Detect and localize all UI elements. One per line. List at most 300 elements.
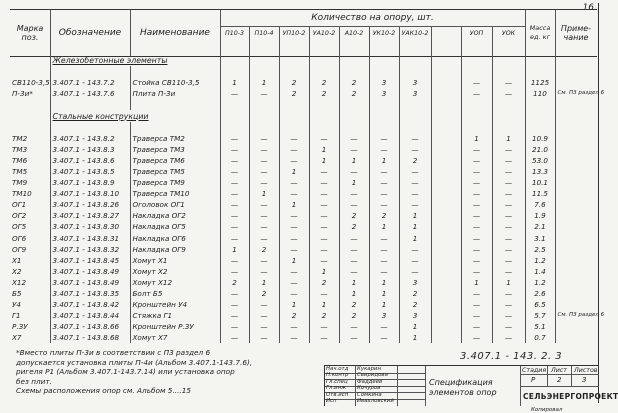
cell-designation: 3.407.1 - 143.8.3 bbox=[50, 144, 130, 155]
cell-quantity bbox=[309, 122, 339, 133]
cell-quantity: — bbox=[309, 166, 339, 177]
cell-quantity: — bbox=[249, 321, 279, 332]
cell-mass: 1125 bbox=[525, 77, 555, 88]
section-heading: Стальные конструкции bbox=[50, 110, 220, 121]
cell-quantity bbox=[431, 332, 461, 343]
cell-quantity: 1 bbox=[369, 221, 399, 232]
cell-quantity: — bbox=[309, 255, 339, 266]
cell-designation: 3.407.1 - 143.8.45 bbox=[50, 255, 130, 266]
cell-quantity: — bbox=[249, 255, 279, 266]
cell-quantity: 2 bbox=[309, 88, 339, 99]
cell-mark: Г1 bbox=[12, 311, 21, 321]
cell-designation: 3.407.1 - 143.8.44 bbox=[50, 310, 130, 321]
cell-quantity bbox=[339, 122, 369, 133]
cell-mark: Х7 bbox=[12, 333, 22, 343]
cell-quantity bbox=[431, 77, 461, 88]
specification-table bbox=[10, 55, 605, 343]
cell-quantity: 2 bbox=[399, 155, 431, 166]
cell-quantity: — bbox=[492, 77, 525, 88]
stamp-person: Фаддеев bbox=[357, 378, 383, 385]
cell-quantity bbox=[431, 244, 461, 255]
cell-note bbox=[555, 77, 597, 88]
notes bbox=[16, 348, 316, 396]
stamp-person: Сомкина bbox=[357, 391, 382, 398]
cell-quantity: 3 bbox=[399, 277, 431, 288]
cell-mark: ОГ2 bbox=[12, 211, 27, 221]
cell-name: Траверса ТМ6 bbox=[130, 155, 220, 166]
cell-quantity: 1 bbox=[399, 221, 431, 232]
cell-mark: ТМ9 bbox=[12, 178, 28, 188]
cell-quantity bbox=[220, 99, 249, 110]
cell-note bbox=[555, 244, 597, 255]
cell-designation: 3.407.1 - 143.8.9 bbox=[50, 177, 130, 188]
cell-name: Стойка СВ110-3,5 bbox=[130, 77, 220, 88]
cell-quantity bbox=[220, 122, 249, 133]
cell-quantity: — bbox=[369, 321, 399, 332]
cell-name: Траверса ТМ3 bbox=[130, 144, 220, 155]
cell-quantity bbox=[431, 255, 461, 266]
cell-quantity bbox=[431, 310, 461, 321]
cell-name: Накладка ОГ6 bbox=[130, 233, 220, 244]
cell-quantity: — bbox=[461, 188, 492, 199]
cell-quantity: 3 bbox=[399, 88, 431, 99]
header-qty-col: П10-4 bbox=[254, 29, 274, 37]
cell-designation: 3.407.1 - 143.8.30 bbox=[50, 221, 130, 232]
header-qty-col: УП10-2 bbox=[282, 29, 306, 37]
cell-quantity: — bbox=[220, 332, 249, 343]
cell-name: Стяжка Г1 bbox=[130, 310, 220, 321]
cell-quantity: 1 bbox=[339, 277, 369, 288]
cell-quantity: — bbox=[249, 155, 279, 166]
cell-mass: 2.6 bbox=[525, 288, 555, 299]
cell-quantity: — bbox=[279, 288, 309, 299]
cell-quantity: — bbox=[399, 188, 431, 199]
cell-note bbox=[555, 166, 597, 177]
cell-quantity: — bbox=[249, 266, 279, 277]
cell-note bbox=[555, 122, 597, 133]
cell-quantity: — bbox=[369, 188, 399, 199]
cell-quantity bbox=[492, 99, 525, 110]
cell-mark: ТМ5 bbox=[12, 166, 28, 176]
cell-quantity: 1 bbox=[492, 277, 525, 288]
cell-quantity bbox=[249, 66, 279, 77]
table-row bbox=[10, 177, 597, 188]
cell-quantity bbox=[431, 99, 461, 110]
cell-quantity bbox=[279, 122, 309, 133]
drawing-sheet bbox=[10, 3, 618, 413]
cell-quantity: 1 bbox=[369, 288, 399, 299]
cell-quantity: — bbox=[309, 288, 339, 299]
cell-note: См. П3 раздел 6 bbox=[555, 88, 597, 99]
cell-quantity: — bbox=[369, 244, 399, 255]
cell-mass: 5.1 bbox=[525, 321, 555, 332]
cell-quantity: — bbox=[369, 133, 399, 144]
cell-quantity: — bbox=[339, 332, 369, 343]
cell-quantity: — bbox=[461, 310, 492, 321]
stamp-person: Кочуров bbox=[357, 385, 381, 391]
cell-quantity: — bbox=[249, 144, 279, 155]
cell-quantity bbox=[431, 122, 461, 133]
header-qty-col: УОК bbox=[501, 29, 516, 37]
cell-quantity bbox=[431, 88, 461, 99]
note-line: *Вместо плиты П-3и в соответствии с П3 раздел 6 bbox=[16, 348, 211, 357]
cell-mark: Х12 bbox=[12, 277, 27, 287]
cell-quantity: — bbox=[339, 233, 369, 244]
cell-quantity: — bbox=[279, 332, 309, 343]
cell-name: Кронштейн Р.ЗУ bbox=[130, 321, 220, 332]
cell-quantity: — bbox=[492, 266, 525, 277]
cell-mark: ТМ2 bbox=[12, 133, 28, 143]
cell-quantity: — bbox=[461, 221, 492, 232]
cell-quantity: — bbox=[249, 199, 279, 210]
copied-label: Копировал bbox=[531, 407, 563, 413]
note-line: ригеля Р1 (Альбом 3.407.1-143.7.14) или установка опор bbox=[16, 367, 235, 377]
cell-quantity: — bbox=[220, 166, 249, 177]
cell-quantity: — bbox=[249, 221, 279, 232]
cell-quantity: 1 bbox=[249, 77, 279, 88]
cell-quantity: 1 bbox=[399, 321, 431, 332]
cell-name: Хомут Х12 bbox=[130, 277, 220, 288]
cell-quantity: — bbox=[220, 177, 249, 188]
header-note: Приме- чание bbox=[560, 24, 592, 42]
cell-quantity: — bbox=[249, 299, 279, 310]
cell-mark: ТМ3 bbox=[12, 144, 28, 154]
cell-designation: 3.407.1 - 143.8.27 bbox=[50, 210, 130, 221]
cell-quantity: — bbox=[369, 199, 399, 210]
cell-quantity: 2 bbox=[249, 244, 279, 255]
cell-designation: 3.407.1 - 143.8.66 bbox=[50, 321, 130, 332]
cell-quantity: 2 bbox=[279, 88, 309, 99]
cell-quantity: — bbox=[309, 221, 339, 232]
cell-quantity bbox=[431, 221, 461, 232]
stage-value: Р bbox=[531, 376, 536, 384]
header-qty-col: УК10-2 bbox=[372, 29, 396, 37]
cell-quantity: 2 bbox=[339, 88, 369, 99]
title-block bbox=[324, 365, 618, 413]
cell-quantity: — bbox=[309, 188, 339, 199]
header-qty-col: А10-2 bbox=[344, 29, 364, 37]
cell-quantity: 2 bbox=[399, 288, 431, 299]
header-qty-col bbox=[431, 26, 461, 40]
cell-note bbox=[555, 66, 597, 77]
cell-quantity: — bbox=[492, 288, 525, 299]
sheets-label: Листов bbox=[574, 367, 598, 374]
stamp-title: Спецификация элементов опор bbox=[429, 378, 497, 397]
cell-quantity bbox=[461, 66, 492, 77]
stamp-role: Отв.исп bbox=[326, 391, 349, 398]
cell-name: Хомут Х7 bbox=[130, 332, 220, 343]
table-row bbox=[10, 99, 597, 110]
cell-designation: 3.407.1 - 143.8.49 bbox=[50, 277, 130, 288]
cell-quantity: 1 bbox=[369, 299, 399, 310]
cell-designation: 3.407.1 - 143.8.2 bbox=[50, 133, 130, 144]
cell-designation: 3.407.1 - 143.8.6 bbox=[50, 155, 130, 166]
cell-quantity: — bbox=[220, 255, 249, 266]
cell-quantity: — bbox=[339, 244, 369, 255]
header-designation: Обозначение bbox=[58, 27, 122, 38]
table-row bbox=[10, 166, 597, 177]
cell-quantity: — bbox=[309, 321, 339, 332]
cell-quantity: — bbox=[399, 199, 431, 210]
cell-mass: 10.1 bbox=[525, 177, 555, 188]
cell-mark: П-3и* bbox=[12, 89, 33, 99]
cell-note bbox=[555, 188, 597, 199]
cell-quantity: — bbox=[339, 255, 369, 266]
cell-quantity: 2 bbox=[339, 221, 369, 232]
table-row bbox=[10, 188, 597, 199]
cell-mass bbox=[525, 66, 555, 77]
cell-quantity: — bbox=[399, 177, 431, 188]
cell-quantity: — bbox=[461, 266, 492, 277]
cell-quantity: 3 bbox=[369, 310, 399, 321]
cell-quantity bbox=[369, 122, 399, 133]
cell-mass: 2.5 bbox=[525, 244, 555, 255]
cell-note bbox=[555, 144, 597, 155]
cell-designation bbox=[50, 122, 130, 133]
cell-quantity bbox=[309, 66, 339, 77]
cell-quantity: — bbox=[249, 233, 279, 244]
stamp-person: Свиридова bbox=[357, 372, 388, 378]
cell-quantity: — bbox=[492, 255, 525, 266]
cell-quantity bbox=[399, 122, 431, 133]
cell-quantity: — bbox=[220, 288, 249, 299]
cell-quantity: — bbox=[279, 233, 309, 244]
cell-quantity: 1 bbox=[249, 188, 279, 199]
cell-quantity: 3 bbox=[369, 77, 399, 88]
cell-quantity: — bbox=[339, 266, 369, 277]
cell-note bbox=[555, 177, 597, 188]
cell-note bbox=[555, 221, 597, 232]
cell-quantity: — bbox=[220, 299, 249, 310]
cell-quantity: — bbox=[369, 266, 399, 277]
cell-note bbox=[555, 299, 597, 310]
cell-quantity bbox=[431, 166, 461, 177]
cell-quantity: 1 bbox=[309, 155, 339, 166]
cell-quantity bbox=[431, 321, 461, 332]
cell-name: Кронштейн У4 bbox=[130, 299, 220, 310]
cell-quantity: 1 bbox=[461, 133, 492, 144]
section-heading: Железобетонные элементы bbox=[50, 55, 220, 66]
cell-quantity: — bbox=[249, 133, 279, 144]
cell-name: Хомут Х2 bbox=[130, 266, 220, 277]
cell-quantity: — bbox=[492, 221, 525, 232]
cell-quantity: — bbox=[220, 155, 249, 166]
cell-mark: ОГ9 bbox=[12, 244, 27, 254]
cell-quantity bbox=[431, 155, 461, 166]
cell-mark: Х2 bbox=[12, 266, 22, 276]
header-quantity: Количество на опору, шт. bbox=[311, 12, 434, 23]
cell-quantity: — bbox=[461, 332, 492, 343]
cell-mass: 1.2 bbox=[525, 255, 555, 266]
cell-mark: ТМ10 bbox=[12, 189, 32, 199]
cell-quantity: 1 bbox=[220, 77, 249, 88]
cell-mark bbox=[10, 99, 50, 110]
cell-mass: 110 bbox=[525, 88, 555, 99]
cell-quantity: — bbox=[492, 332, 525, 343]
cell-name: Плита П-3и bbox=[130, 88, 220, 99]
cell-note bbox=[555, 277, 597, 288]
cell-quantity bbox=[492, 66, 525, 77]
cell-quantity: 1 bbox=[279, 199, 309, 210]
stamp-role: Гл.спец bbox=[326, 378, 348, 385]
cell-quantity: — bbox=[309, 233, 339, 244]
cell-quantity bbox=[249, 99, 279, 110]
cell-name: Накладка ОГ9 bbox=[130, 244, 220, 255]
cell-name: Болт Б5 bbox=[130, 288, 220, 299]
cell-quantity: — bbox=[220, 133, 249, 144]
table-row bbox=[10, 332, 597, 343]
cell-quantity: — bbox=[220, 199, 249, 210]
cell-quantity bbox=[431, 233, 461, 244]
cell-designation: 3.407.1 - 143.8.42 bbox=[50, 299, 130, 310]
cell-quantity: 2 bbox=[249, 288, 279, 299]
cell-quantity: 2 bbox=[279, 310, 309, 321]
cell-quantity: 2 bbox=[399, 299, 431, 310]
table-row bbox=[10, 144, 597, 155]
cell-quantity: — bbox=[339, 166, 369, 177]
header-mass: Масса ед. кг bbox=[529, 24, 551, 41]
cell-mass: 1.2 bbox=[525, 277, 555, 288]
stamp-role: Исп bbox=[326, 398, 337, 404]
cell-quantity bbox=[279, 99, 309, 110]
cell-quantity bbox=[461, 99, 492, 110]
table-row bbox=[10, 288, 597, 299]
cell-quantity: — bbox=[279, 244, 309, 255]
cell-quantity: — bbox=[279, 177, 309, 188]
cell-mass: 7.6 bbox=[525, 199, 555, 210]
table-row bbox=[10, 199, 597, 210]
cell-mass bbox=[525, 99, 555, 110]
cell-quantity: — bbox=[279, 155, 309, 166]
note-line: допускается установка плиты П-4и (Альбом 3.407.1-143.7.6), bbox=[16, 357, 253, 367]
cell-name: Накладка ОГ5 bbox=[130, 221, 220, 232]
stamp-role: Гл.инж bbox=[326, 385, 347, 391]
cell-mark bbox=[10, 122, 50, 133]
cell-quantity: — bbox=[309, 210, 339, 221]
stamp-person: Ивахловский bbox=[357, 398, 394, 404]
cell-mark: Р.ЗУ bbox=[12, 322, 28, 332]
cell-quantity: — bbox=[339, 133, 369, 144]
document-code: 3.407.1 - 143. 2. 3 bbox=[460, 351, 563, 362]
cell-quantity bbox=[431, 188, 461, 199]
cell-note bbox=[555, 155, 597, 166]
cell-note bbox=[555, 199, 597, 210]
cell-quantity: — bbox=[461, 255, 492, 266]
cell-mass: 11.5 bbox=[525, 188, 555, 199]
cell-quantity bbox=[399, 66, 431, 77]
cell-quantity: — bbox=[461, 244, 492, 255]
cell-quantity bbox=[492, 122, 525, 133]
cell-quantity: 3 bbox=[399, 77, 431, 88]
cell-mass: 1.4 bbox=[525, 266, 555, 277]
cell-quantity: — bbox=[492, 299, 525, 310]
cell-mark: ОГ5 bbox=[12, 222, 27, 232]
cell-mass: 6.5 bbox=[525, 299, 555, 310]
cell-name bbox=[130, 99, 220, 110]
cell-designation: 3.407.1 - 143.8.32 bbox=[50, 244, 130, 255]
cell-quantity: 2 bbox=[339, 299, 369, 310]
cell-quantity bbox=[431, 133, 461, 144]
cell-quantity: — bbox=[309, 133, 339, 144]
cell-quantity: 1 bbox=[339, 155, 369, 166]
sheets-value: 3 bbox=[582, 376, 587, 384]
cell-quantity: — bbox=[249, 88, 279, 99]
cell-mark bbox=[10, 66, 50, 77]
cell-quantity: — bbox=[399, 255, 431, 266]
cell-name: Траверса ТМ9 bbox=[130, 177, 220, 188]
cell-quantity: — bbox=[399, 144, 431, 155]
stamp-person: Кукарин bbox=[357, 365, 382, 372]
cell-quantity: 2 bbox=[339, 310, 369, 321]
cell-quantity: — bbox=[492, 244, 525, 255]
cell-quantity bbox=[220, 66, 249, 77]
cell-quantity: 1 bbox=[369, 277, 399, 288]
table-row bbox=[10, 133, 597, 144]
cell-quantity: — bbox=[461, 210, 492, 221]
organization: СЕЛЬЭНЕРГОПРОЕКТ bbox=[523, 392, 618, 401]
cell-name bbox=[130, 66, 220, 77]
cell-name: Накладка ОГ2 bbox=[130, 210, 220, 221]
header-qty-col: УА10-2 bbox=[312, 29, 336, 37]
cell-quantity: — bbox=[309, 332, 339, 343]
cell-quantity: — bbox=[249, 310, 279, 321]
header-name: Наименование bbox=[140, 27, 210, 38]
cell-quantity: — bbox=[461, 299, 492, 310]
cell-quantity: 1 bbox=[399, 332, 431, 343]
cell-quantity: — bbox=[461, 177, 492, 188]
cell-note bbox=[555, 332, 597, 343]
table-row bbox=[10, 66, 597, 77]
cell-quantity: — bbox=[220, 266, 249, 277]
cell-quantity: — bbox=[249, 166, 279, 177]
table-row bbox=[10, 155, 597, 166]
cell-quantity: 2 bbox=[220, 277, 249, 288]
cell-quantity bbox=[431, 66, 461, 77]
table-row bbox=[10, 299, 597, 310]
stage-label: Стадия bbox=[522, 367, 547, 374]
cell-mass bbox=[525, 122, 555, 133]
stamp-role: Нач.отд bbox=[326, 365, 349, 372]
cell-quantity: 2 bbox=[279, 77, 309, 88]
header-qty-col: П10-3 bbox=[224, 29, 245, 37]
cell-quantity: 1 bbox=[369, 155, 399, 166]
cell-quantity: — bbox=[461, 77, 492, 88]
table-row bbox=[10, 122, 597, 133]
cell-quantity bbox=[431, 266, 461, 277]
cell-quantity: 1 bbox=[309, 299, 339, 310]
header-qty-col: УОП bbox=[469, 29, 484, 37]
cell-mark: ТМ6 bbox=[12, 155, 28, 165]
cell-quantity: — bbox=[369, 166, 399, 177]
cell-name bbox=[130, 122, 220, 133]
cell-quantity: — bbox=[220, 210, 249, 221]
cell-designation: 3.407.1 - 143.7.2 bbox=[50, 77, 130, 88]
cell-quantity: — bbox=[492, 199, 525, 210]
cell-quantity: — bbox=[369, 255, 399, 266]
cell-quantity: 1 bbox=[249, 277, 279, 288]
cell-quantity: 1 bbox=[399, 210, 431, 221]
cell-quantity: — bbox=[279, 221, 309, 232]
cell-quantity: — bbox=[339, 199, 369, 210]
cell-quantity: — bbox=[461, 233, 492, 244]
cell-quantity bbox=[431, 288, 461, 299]
cell-name: Траверса ТМ10 bbox=[130, 188, 220, 199]
table-row bbox=[10, 210, 597, 221]
cell-quantity: 3 bbox=[399, 310, 431, 321]
cell-note bbox=[555, 321, 597, 332]
cell-quantity: — bbox=[461, 144, 492, 155]
cell-designation: 3.407.1 - 143.8.68 bbox=[50, 332, 130, 343]
